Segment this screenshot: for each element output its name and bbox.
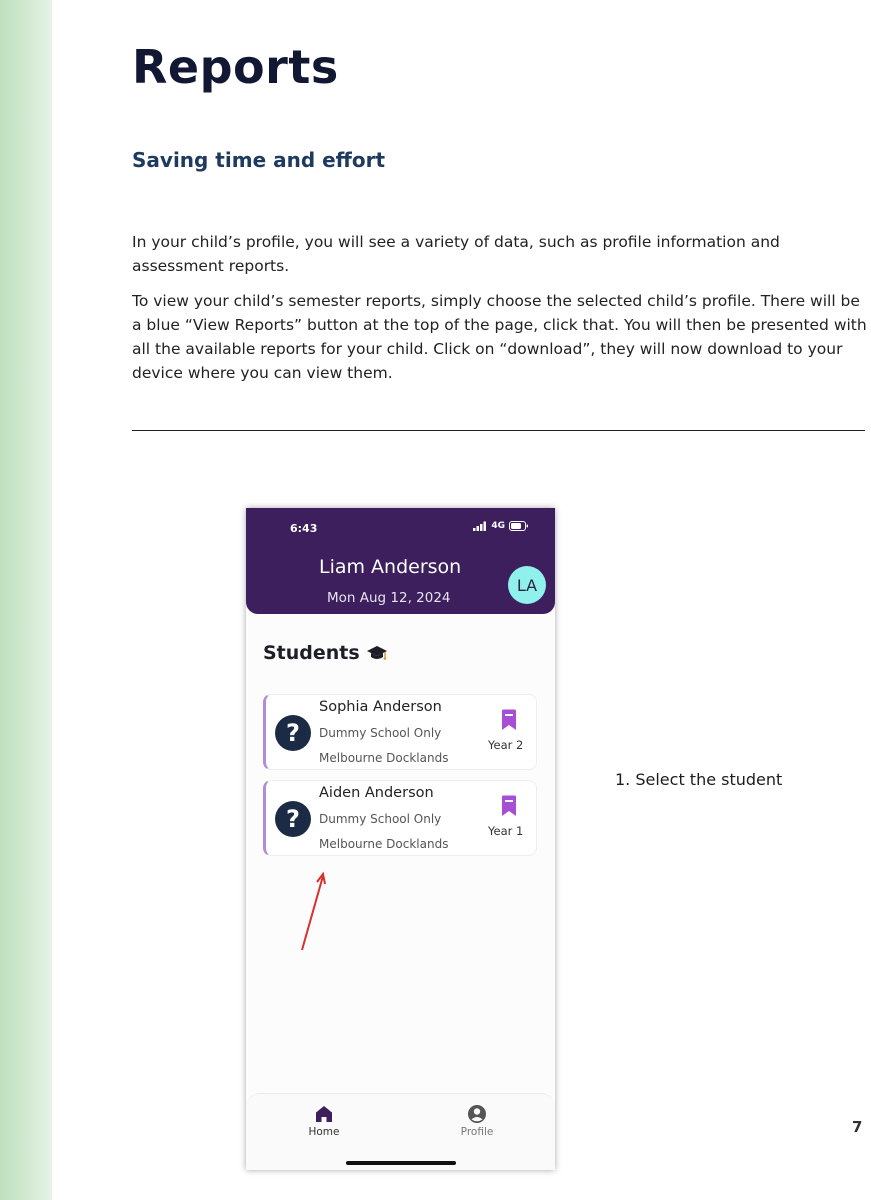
student-card-aiden[interactable] xyxy=(263,780,537,856)
signal-icon xyxy=(473,521,487,531)
status-indicators xyxy=(473,521,529,531)
side-decorative-band xyxy=(0,0,52,1200)
section-subtitle: Saving time and effort xyxy=(132,148,386,172)
phone-screenshot xyxy=(246,508,555,1170)
question-circle-icon xyxy=(274,800,312,838)
step-instruction: 1. Select the student xyxy=(615,770,783,789)
student-campus: Melbourne Docklands xyxy=(319,837,449,851)
intro-paragraph: In your child’s profile, you will see a variety of data, such as profile information and assessment reports. xyxy=(132,233,780,275)
svg-text:?: ? xyxy=(286,719,300,747)
annotation-arrow-icon xyxy=(293,868,333,958)
student-campus: Melbourne Docklands xyxy=(319,751,449,765)
student-name: Sophia Anderson xyxy=(319,699,442,715)
student-school: Dummy School Only xyxy=(319,726,442,740)
student-card-sophia[interactable] xyxy=(263,694,537,770)
page-title: Reports xyxy=(132,40,339,94)
instructions-paragraph: To view your child’s semester reports, simply choose the selected child’s profile. There will be a blue “View Reports” button at the top of the page, click that. You will then be presented with all the available reports for your child. Click on “download”, they will now download to your device where you can view them. xyxy=(132,292,867,382)
avatar[interactable]: LA xyxy=(508,566,546,604)
nav-home-label: Home xyxy=(308,1126,340,1138)
battery-icon xyxy=(509,521,529,531)
bookmark-icon xyxy=(500,795,518,817)
status-time: 6:43 xyxy=(290,522,318,535)
page-number: 7 xyxy=(852,1118,863,1136)
student-school: Dummy School Only xyxy=(319,812,442,826)
nav-profile[interactable] xyxy=(442,1104,512,1138)
profile-icon xyxy=(467,1104,487,1124)
student-year: Year 2 xyxy=(488,738,524,752)
students-heading-label: Students xyxy=(263,642,360,664)
student-name: Aiden Anderson xyxy=(319,785,434,801)
students-heading xyxy=(263,642,388,664)
user-name: Liam Anderson xyxy=(319,556,462,578)
nav-home[interactable] xyxy=(289,1104,359,1138)
bookmark-icon xyxy=(500,709,518,731)
network-label: 4G xyxy=(491,521,505,531)
home-icon xyxy=(314,1104,334,1124)
horizontal-divider xyxy=(132,430,865,431)
graduation-cap-icon xyxy=(366,644,388,662)
home-indicator xyxy=(346,1161,456,1165)
question-circle-icon xyxy=(274,714,312,752)
svg-text:?: ? xyxy=(286,805,300,833)
nav-profile-label: Profile xyxy=(460,1126,494,1138)
app-header xyxy=(246,508,555,614)
current-date: Mon Aug 12, 2024 xyxy=(327,590,451,606)
student-year: Year 1 xyxy=(488,824,524,838)
bottom-navigation xyxy=(246,1093,555,1170)
